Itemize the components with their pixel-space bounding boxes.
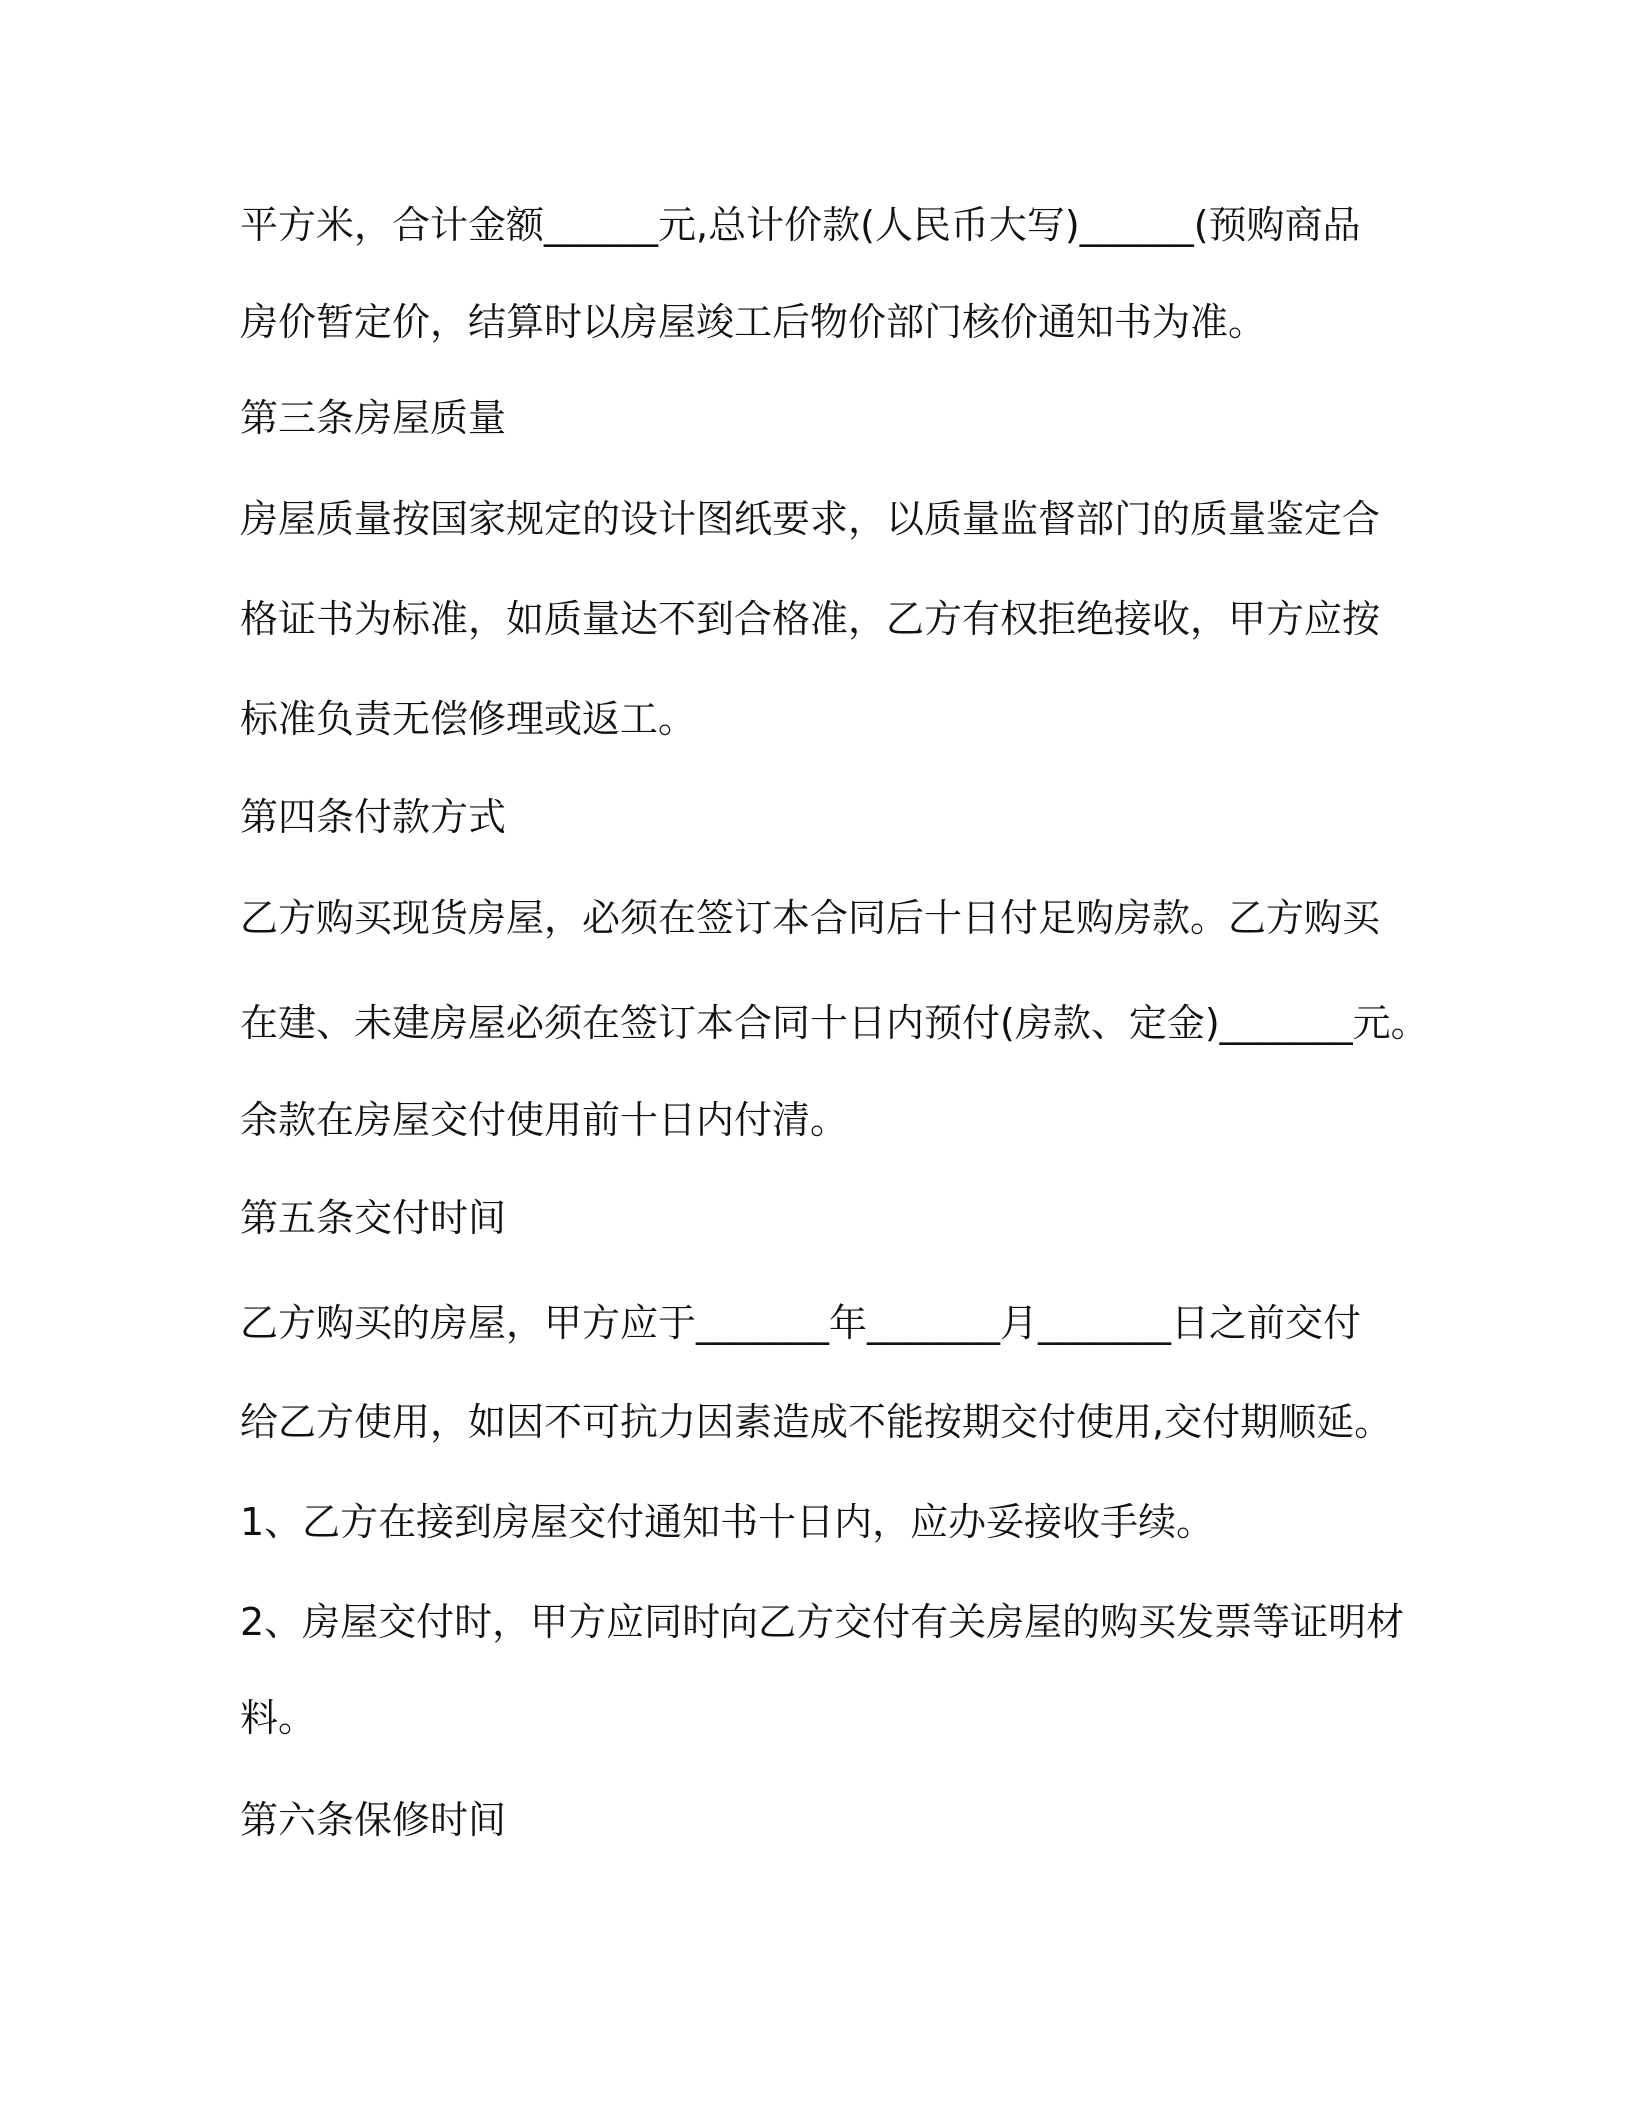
text-line: 房价暂定价，结算时以房屋竣工后物价部门核价通知书为准。 (240, 300, 1267, 344)
section-heading: 第六条保修时间 (240, 1798, 507, 1842)
text-line: 房屋质量按国家规定的设计图纸要求，以质量监督部门的质量鉴定合 (240, 497, 1381, 541)
section-heading: 第四条付款方式 (240, 795, 507, 839)
text-line: 标准负责无偿修理或返工。 (240, 697, 697, 741)
text-line: 平方米，合计金额______元,总计价款(人民币大写)______(预购商品 (240, 203, 1361, 247)
text-line: 在建、未建房屋必须在签订本合同十日内预付(房款、定金)_______元。 (240, 1001, 1429, 1045)
text-line: 乙方购买的房屋，甲方应于_______年_______月_______日之前交付 (240, 1301, 1362, 1345)
text-line: 格证书为标准，如质量达不到合格准，乙方有权拒绝接收，甲方应按 (240, 597, 1381, 641)
text-line: 余款在房屋交付使用前十日内付清。 (240, 1098, 849, 1142)
list-item: 1、乙方在接到房屋交付通知书十日内，应办妥接收手续。 (240, 1500, 1215, 1544)
section-heading: 第三条房屋质量 (240, 396, 507, 440)
text-line: 料。 (240, 1696, 317, 1740)
text-line: 给乙方使用，如因不可抗力因素造成不能按期交付使用,交付期顺延。 (240, 1400, 1393, 1444)
text-line: 乙方购买现货房屋，必须在签订本合同后十日付足购房款。乙方购买 (240, 896, 1381, 940)
section-heading: 第五条交付时间 (240, 1196, 507, 1240)
list-item: 2、房屋交付时，甲方应同时向乙方交付有关房屋的购买发票等证明材 (240, 1600, 1405, 1644)
